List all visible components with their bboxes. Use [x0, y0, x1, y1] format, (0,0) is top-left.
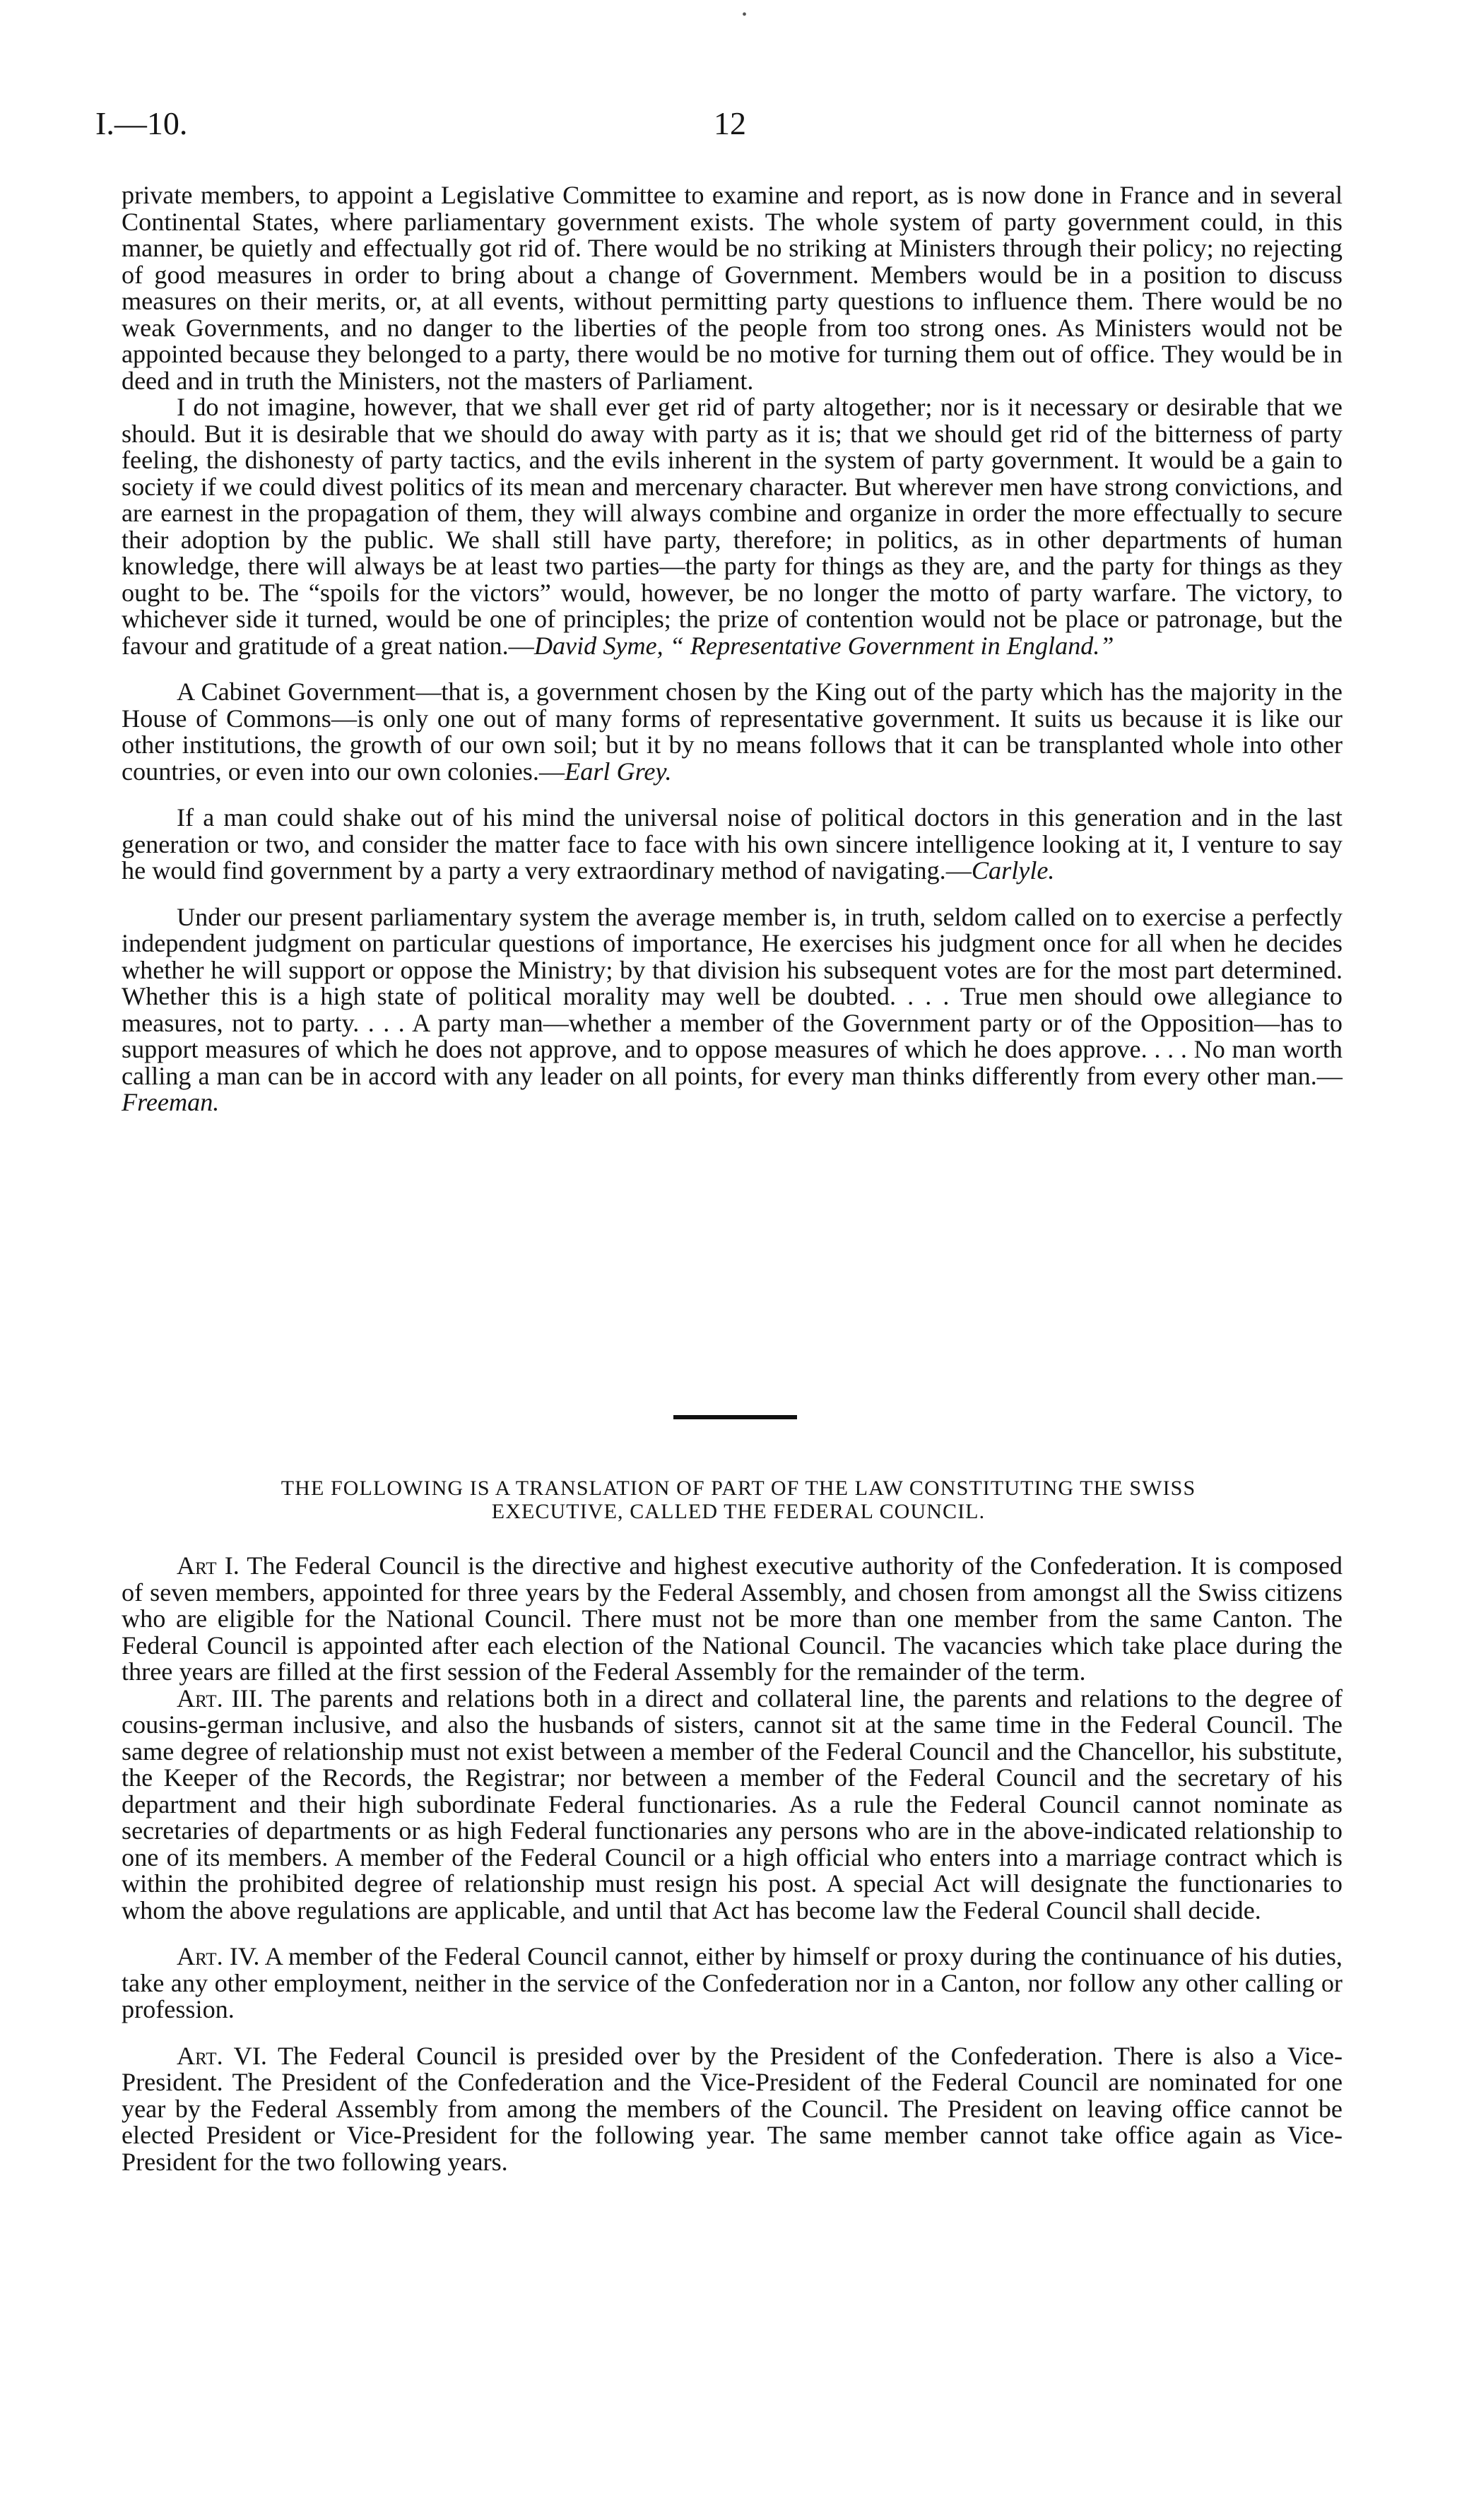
section-divider	[673, 1415, 797, 1419]
quote-attribution: David Syme, “ Representative Government in England.”	[533, 631, 1114, 660]
document-reference: I.—10.	[95, 105, 188, 141]
article-label: Art. III.	[177, 1684, 264, 1712]
quotations-block	[122, 182, 1343, 1116]
section-heading: THE FOLLOWING IS A TRANSLATION OF PART OF THE LAW CONSTITUTING THE SWISS EXECUTIVE, CALLED THE FEDERAL COUNCIL.	[281, 1477, 1196, 1523]
quote-paragraph: Under our present parliamentary system the average member is, in truth, seldom called on to exercise a perfectly independent judgment on particular questions of importance, He exercises his judgment once for all when he decides whether he will support or oppose the Ministry; by that division his subsequent votes are for the most part determined. Whether this is a high state of political morality may well be doubted. . . . True men should owe allegiance to measures, not to party. . . . A party man—whether a member of the Government party or of the Opposition—has to support measures of which he does not approve, and to oppose measures of which he does approve. . . . No man worth calling a man can be in accord with any leader on all points, for every man thinks differently from every other man.—Freeman.	[122, 902, 1343, 1116]
top-speck: •	[742, 7, 748, 23]
page-number: 12	[714, 105, 746, 141]
article-paragraph: Art. VI. The Federal Council is presided over by the President of the Confederation. There is also a Vice-President. The President of the Confederation and the Vice-President of the Federal Council are nominated for one year by the Federal Assembly from among the members of the Council. The President on leaving office cannot be elected President or Vice-President for the following year. The same member cannot take office again as Vice-President for the two following years.	[122, 2041, 1343, 2176]
quote-paragraph: private members, to appoint a Legislative Committee to examine and report, as is now done in France and in several Continental States, where parliamentary government exists. The whole system of party government could, in this manner, be quietly and effectually got rid of. There would be no striking at Ministers through their policy; no rejecting of good measures in order to bring about a change of Government. Members would be in a position to discuss measures on their merits, or, at all events, without permitting party questions to influence them. There would be no weak Governments, and no danger to the liberties of the people from too strong ones. As Ministers would not be appointed because they belonged to a party, there would be no motive for turning them out of office. They would be in deed and in truth the Ministers, not the masters of Parliament.	[122, 181, 1343, 395]
quote-paragraph: I do not imagine, however, that we shall ever get rid of party altogether; nor is it necessary or desirable that we should. But it is desirable that we should do away with party as it is; that we should get rid of the bitterness of party feeling, the dishonesty of party tactics, and the evils inherent in the system of party government. It would be a gain to society if we could divest politics of its mean and mercenary character. But wherever men have strong convictions, and are earnest in the propagation of them, they will always combine and organize in order the more effectually to secure their adoption by the public. We shall still have party, therefore; in politics, as in other departments of human knowledge, there will always be at least two parties—the party for things as they are, and the party for things as they ought to be. The “spoils for the victors” would, however, be no longer the motto of party warfare. The victory, to whichever side it turned, would be one of principles; the prize of contention would not be place or patronage, but the favour and gratitude of a great nation.—David Syme, “ Representative Government in England.”	[122, 393, 1343, 660]
article-label: Art I.	[177, 1551, 240, 1580]
quote-paragraph: A Cabinet Government—that is, a government chosen by the King out of the party which has the majority in the House of Commons—is only one out of many forms of representative government. It suits us because it is like our other institutions, the growth of our own soil; but it by no means follows that it can be transplanted whole into other countries, or even into our own colonies.—Earl Grey.	[122, 678, 1343, 786]
articles-block	[122, 1553, 1343, 2175]
article-label: Art. VI.	[177, 2041, 267, 2070]
quote-attribution: Carlyle.	[971, 856, 1055, 885]
article-paragraph: Art. III. The parents and relations both in a direct and collateral line, the parents and relations to the degree of cousins-german inclusive, and also the husbands of sisters, cannot sit at the same time in the Federal Council. The same degree of relationship must not exist between a member of the Federal Council and the Chancellor, his substitute, the Keeper of the Records, the Registrar; nor between a member of the Federal Council and the secretary of his department and their high subordinate Federal functionaries. As a rule the Federal Council cannot nominate as secretaries of departments or as high Federal functionaries any persons who are in the above-indicated relationship to one of its members. A member of the Federal Council or a high official who enters into a marriage contract which is within the prohibited degree of relationship must resign his post. A special Act will designate the functionaries to whom the above regulations are applicable, and until that Act has become law the Federal Council shall decide.	[122, 1684, 1343, 1924]
article-paragraph: Art I. The Federal Council is the directive and highest executive authority of the Confederation. It is composed of seven members, appointed for three years by the Federal Assembly, and chosen from amongst all the Swiss citizens who are eligible for the National Council. There must not be more than one member from the same Canton. The Federal Council is appointed after each election of the National Council. The vacancies which take place during the three years are filled at the first session of the Federal Assembly for the remainder of the term.	[122, 1551, 1343, 1686]
quote-paragraph: If a man could shake out of his mind the universal noise of political doctors in this generation and in the last generation or two, and consider the matter face to face with his own sincere intelligence looking at it, I venture to say he would find government by a party a very extraordinary method of navigating.—Carlyle.	[122, 803, 1343, 885]
quote-attribution: Earl Grey.	[565, 757, 672, 786]
article-label: Art. IV.	[177, 1942, 260, 1970]
article-paragraph: Art. IV. A member of the Federal Council cannot, either by himself or proxy during the continuance of his duties, take any other employment, neither in the service of the Confederation nor in a Canton, nor follow any other calling or profession.	[122, 1942, 1343, 2023]
quote-attribution: Freeman.	[122, 1088, 220, 1116]
